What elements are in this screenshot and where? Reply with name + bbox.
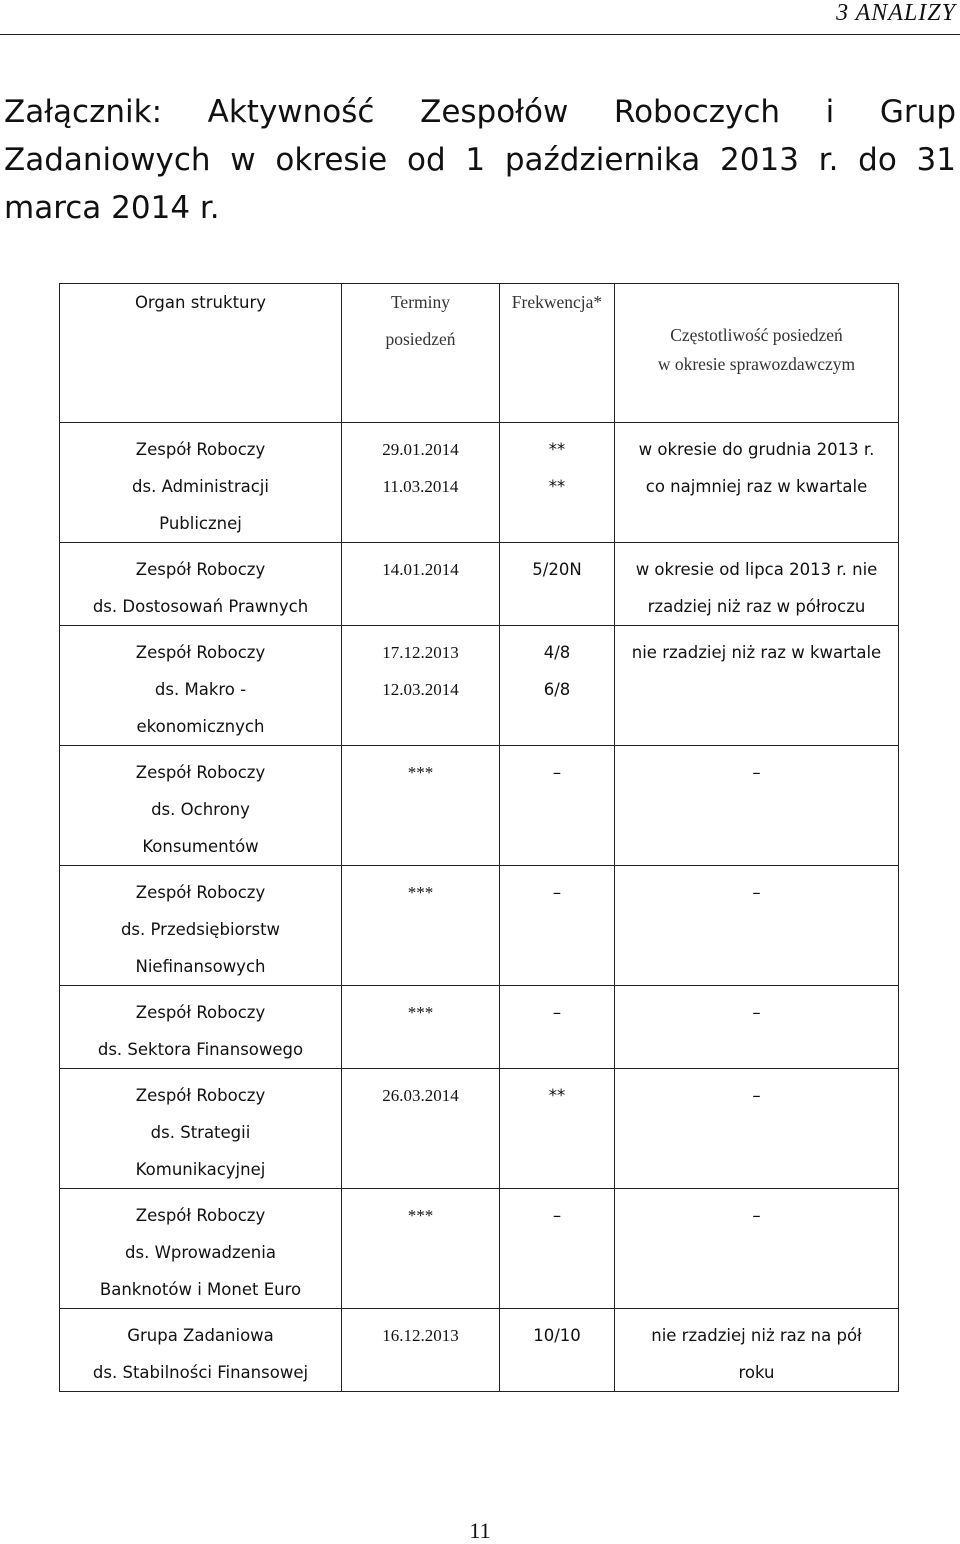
cell-organ xyxy=(60,1309,342,1392)
cell-attendance xyxy=(500,423,615,543)
running-head xyxy=(0,0,960,30)
cell-frequency xyxy=(615,423,899,543)
table-row xyxy=(60,746,899,866)
organ-line: Zespół Roboczy xyxy=(135,1003,266,1022)
table-row xyxy=(60,423,899,543)
table-row xyxy=(60,986,899,1069)
attendance-line: – xyxy=(552,1003,562,1022)
activity-table xyxy=(59,283,899,1392)
organ-line: Zespół Roboczy xyxy=(135,643,266,662)
frequency-line: co najmniej raz w kwartale xyxy=(645,477,868,496)
cell-organ xyxy=(60,543,342,626)
date-line: 17.12.2013 xyxy=(382,643,459,662)
cell-organ xyxy=(60,1069,342,1189)
page-title: Załącznik: Aktywność Zespołów Roboczych i Grup Zadaniowych w okresie od 1 października 2013 r. do 31 marca 2014 r. xyxy=(4,94,956,226)
header-rule xyxy=(0,34,960,35)
organ-line: ds. Dostosowań Prawnych xyxy=(92,597,309,616)
cell-dates xyxy=(342,626,500,746)
frequency-line: w okresie do grudnia 2013 r. xyxy=(638,440,875,459)
attendance-line: 10/10 xyxy=(533,1326,581,1345)
cell-organ xyxy=(60,1189,342,1309)
organ-line: ds. Ochrony xyxy=(151,800,250,819)
date-line: 26.03.2014 xyxy=(382,1086,459,1105)
cell-frequency xyxy=(615,1189,899,1309)
attendance-line: – xyxy=(552,763,562,782)
cell-attendance xyxy=(500,866,615,986)
attendance-line: ** xyxy=(548,440,566,459)
frequency-line: – xyxy=(752,883,761,902)
table-row xyxy=(60,1309,899,1392)
organ-line: ds. Przedsiębiorstw xyxy=(120,920,281,939)
cell-attendance xyxy=(500,746,615,866)
frequency-line: – xyxy=(752,763,761,782)
cell-organ xyxy=(60,866,342,986)
cell-attendance xyxy=(500,986,615,1069)
attendance-line: – xyxy=(552,1206,562,1225)
organ-line: Zespół Roboczy xyxy=(135,1206,266,1225)
organ-line: Niefinansowych xyxy=(135,957,266,976)
date-line: 14.01.2014 xyxy=(382,560,459,579)
cell-attendance xyxy=(500,1189,615,1309)
table-row xyxy=(60,626,899,746)
cell-dates xyxy=(342,746,500,866)
header-terminy: Terminy posiedzeń xyxy=(342,284,500,423)
attendance-line: – xyxy=(552,883,562,902)
organ-line: Zespół Roboczy xyxy=(135,1086,266,1105)
header-organ: Organ struktury xyxy=(60,284,342,423)
cell-dates xyxy=(342,1189,500,1309)
cell-frequency xyxy=(615,1069,899,1189)
cell-frequency xyxy=(615,1309,899,1392)
organ-line: Zespół Roboczy xyxy=(135,440,266,459)
frequency-line: – xyxy=(752,1086,761,1105)
organ-line: Konsumentów xyxy=(142,837,259,856)
header-czestotliwosc: Częstotliwość posiedzeń w okresie sprawozdawczym xyxy=(615,284,899,423)
organ-line: ds. Wprowadzenia xyxy=(125,1243,276,1262)
date-line: 16.12.2013 xyxy=(382,1326,459,1345)
attendance-line: 6/8 xyxy=(543,680,571,699)
table-row xyxy=(60,543,899,626)
organ-line: Banknotów i Monet Euro xyxy=(99,1280,302,1299)
organ-line: ekonomicznych xyxy=(136,717,265,736)
running-head-text: 3 ANALIZY xyxy=(836,0,956,26)
date-line: 29.01.2014 xyxy=(382,440,459,459)
frequency-line: w okresie od lipca 2013 r. nie xyxy=(635,560,878,579)
date-line: 11.03.2014 xyxy=(382,477,459,496)
table-row xyxy=(60,1069,899,1189)
cell-organ xyxy=(60,423,342,543)
cell-frequency xyxy=(615,986,899,1069)
cell-dates xyxy=(342,986,500,1069)
organ-line: Komunikacyjnej xyxy=(135,1160,266,1179)
header-row xyxy=(60,284,899,423)
cell-attendance xyxy=(500,543,615,626)
date-line: *** xyxy=(407,763,434,782)
cell-organ xyxy=(60,746,342,866)
cell-attendance xyxy=(500,1069,615,1189)
organ-line: ds. Administracji xyxy=(132,477,269,496)
table-row xyxy=(60,1189,899,1309)
attendance-line: 4/8 xyxy=(543,643,571,662)
cell-frequency xyxy=(615,866,899,986)
header-frekwencja: Frekwencja* xyxy=(500,284,615,423)
attendance-line: 5/20N xyxy=(532,560,582,579)
cell-frequency xyxy=(615,746,899,866)
organ-line: Grupa Zadaniowa xyxy=(127,1326,274,1345)
table-row xyxy=(60,866,899,986)
cell-attendance xyxy=(500,626,615,746)
page-number: 11 xyxy=(469,1518,491,1543)
cell-dates xyxy=(342,1069,500,1189)
cell-organ xyxy=(60,626,342,746)
frequency-line: – xyxy=(752,1206,761,1225)
attendance-line: ** xyxy=(548,1086,566,1105)
cell-dates xyxy=(342,1309,500,1392)
organ-line: ds. Stabilności Finansowej xyxy=(92,1363,309,1382)
frequency-line: – xyxy=(752,1003,761,1022)
cell-organ xyxy=(60,986,342,1069)
date-line: *** xyxy=(407,1206,434,1225)
date-line: *** xyxy=(407,1003,434,1022)
cell-dates xyxy=(342,543,500,626)
cell-frequency xyxy=(615,543,899,626)
frequency-line: nie rzadziej niż raz w kwartale xyxy=(631,643,882,662)
frequency-line: rzadziej niż raz w półroczu xyxy=(647,597,866,616)
frequency-line: roku xyxy=(738,1363,775,1382)
date-line: 12.03.2014 xyxy=(382,680,459,699)
organ-line: ds. Strategii xyxy=(150,1123,251,1142)
organ-line: Publicznej xyxy=(159,514,242,533)
organ-line: ds. Sektora Finansowego xyxy=(97,1040,304,1059)
frequency-line: nie rzadziej niż raz na pół xyxy=(651,1326,862,1345)
cell-dates xyxy=(342,866,500,986)
organ-line: ds. Makro - xyxy=(154,680,247,699)
organ-line: Zespół Roboczy xyxy=(135,560,266,579)
cell-frequency xyxy=(615,626,899,746)
cell-dates xyxy=(342,423,500,543)
attendance-line: ** xyxy=(548,477,566,496)
organ-line: Zespół Roboczy xyxy=(135,763,266,782)
organ-line: Zespół Roboczy xyxy=(135,883,266,902)
cell-attendance xyxy=(500,1309,615,1392)
date-line: *** xyxy=(407,883,434,902)
